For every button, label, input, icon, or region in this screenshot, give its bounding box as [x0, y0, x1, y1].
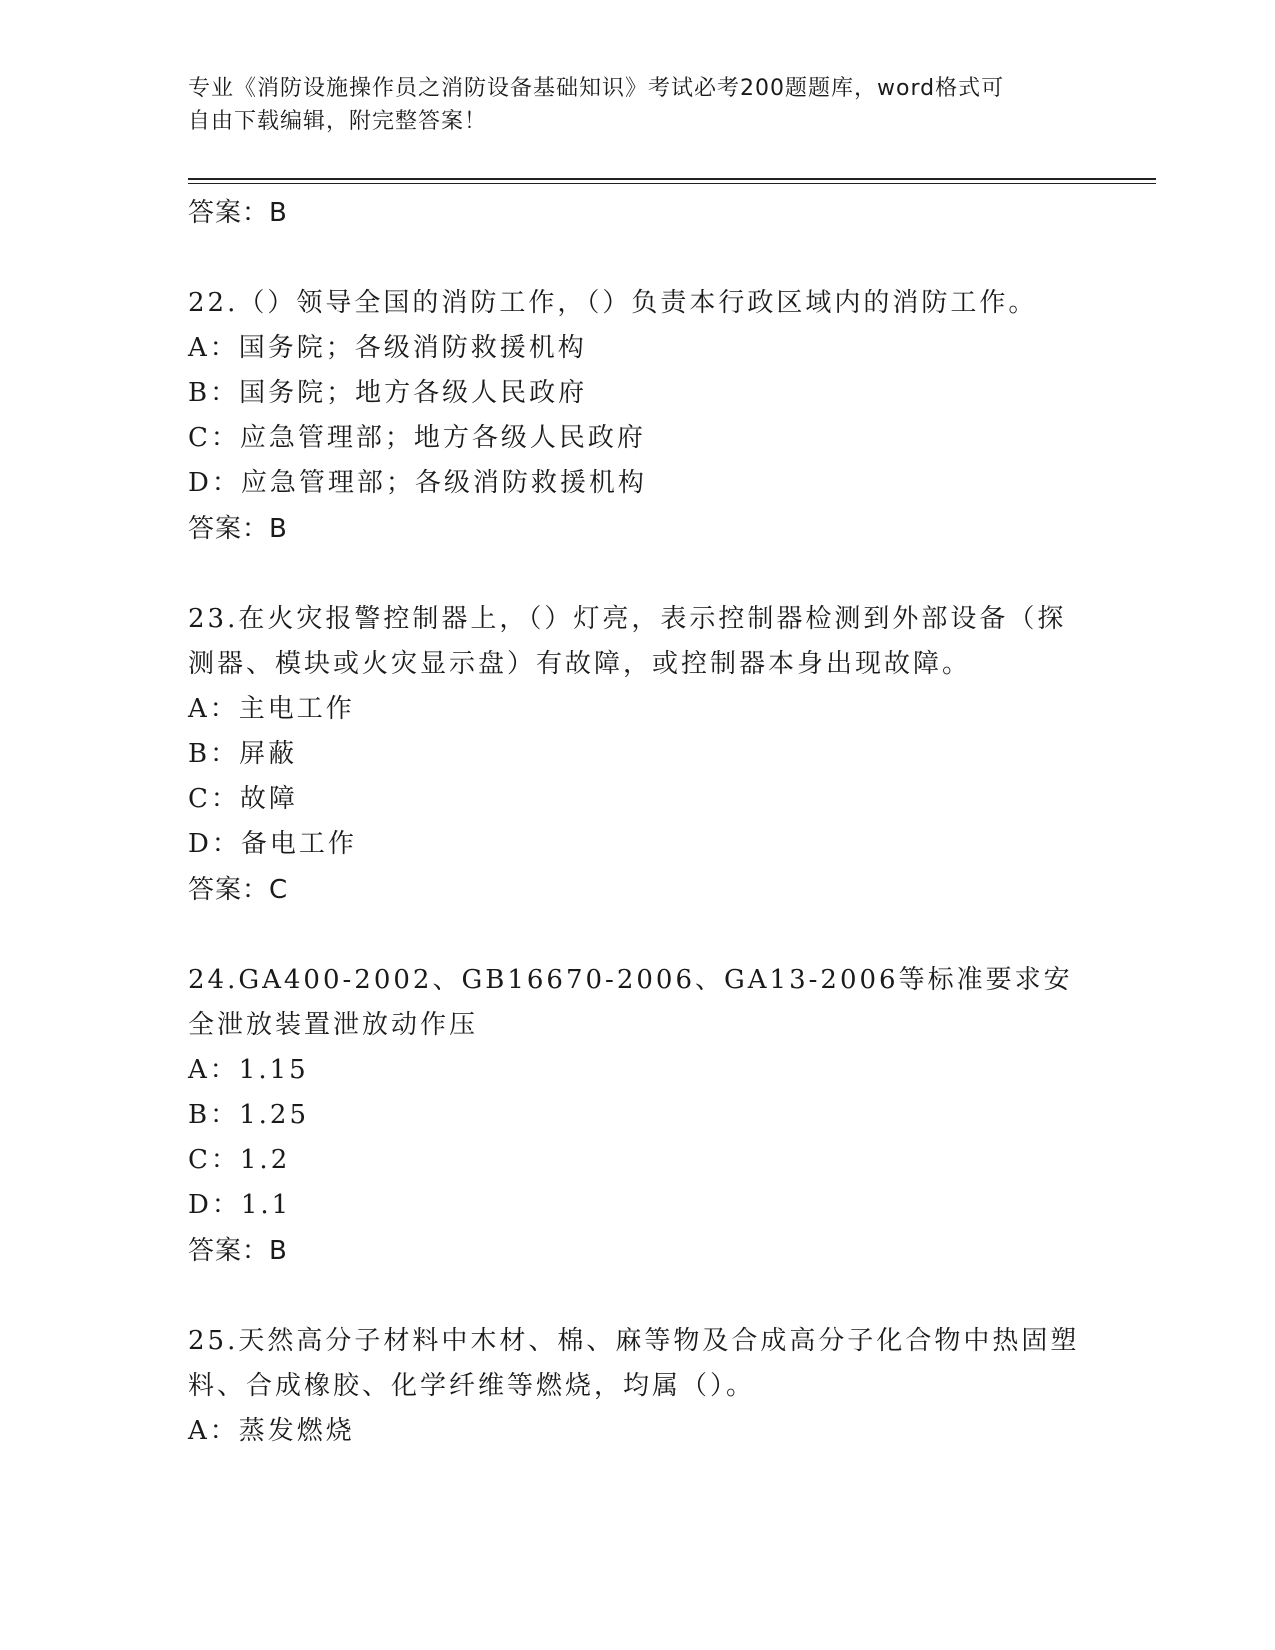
answer-line: 答案：B — [188, 198, 288, 228]
option-d: D：备电工作 — [188, 829, 357, 859]
option-a: A：1.15 — [188, 1055, 309, 1085]
question-text: 24.GA400-2002、GB16670-2006、GA13-2006等标准要求安全泄放装置泄放动作压 — [188, 965, 1073, 1040]
answer-line: 答案：B — [188, 1236, 288, 1266]
option-a: A：蒸发燃烧 — [188, 1416, 355, 1446]
answer-line: 答案：C — [188, 875, 289, 905]
option-c: C：应急管理部；地方各级人民政府 — [188, 423, 646, 453]
option-a: A：国务院；各级消防救援机构 — [188, 333, 587, 363]
answer-line: 答案：B — [188, 514, 288, 544]
header-line-1: 专业《消防设施操作员之消防设备基础知识》考试必考200题题库，word格式可 — [188, 76, 1005, 101]
option-d: D：应急管理部；各级消防救援机构 — [188, 468, 647, 498]
question-23 — [188, 597, 1088, 913]
question-25 — [188, 1319, 1088, 1454]
header-rule-thin — [188, 183, 1156, 184]
header-rule-thick — [188, 178, 1156, 180]
question-22 — [188, 281, 1088, 552]
header-line-2: 自由下载编辑，附完整答案！ — [188, 109, 488, 134]
question-list — [188, 190, 1088, 1454]
option-b: B：屏蔽 — [188, 739, 298, 769]
question-text: 22.（）领导全国的消防工作，（）负责本行政区域内的消防工作。 — [188, 288, 1038, 318]
option-c: C：1.2 — [188, 1145, 291, 1175]
option-d: D：1.1 — [188, 1190, 292, 1220]
question-text: 23.在火灾报警控制器上，（）灯亮，表示控制器检测到外部设备（探测器、模块或火灾显示盘）有故障，或控制器本身出现故障。 — [188, 604, 1067, 679]
option-b: B：国务院；地方各级人民政府 — [188, 378, 588, 408]
question-24 — [188, 958, 1088, 1274]
question-text: 25.天然高分子材料中木材、棉、麻等物及合成高分子化合物中热固塑料、合成橡胶、化学纤维等燃烧，均属（）。 — [188, 1326, 1080, 1401]
option-c: C：故障 — [188, 784, 298, 814]
option-b: B：1.25 — [188, 1100, 309, 1130]
document-header — [188, 72, 1068, 138]
option-a: A：主电工作 — [188, 694, 355, 724]
